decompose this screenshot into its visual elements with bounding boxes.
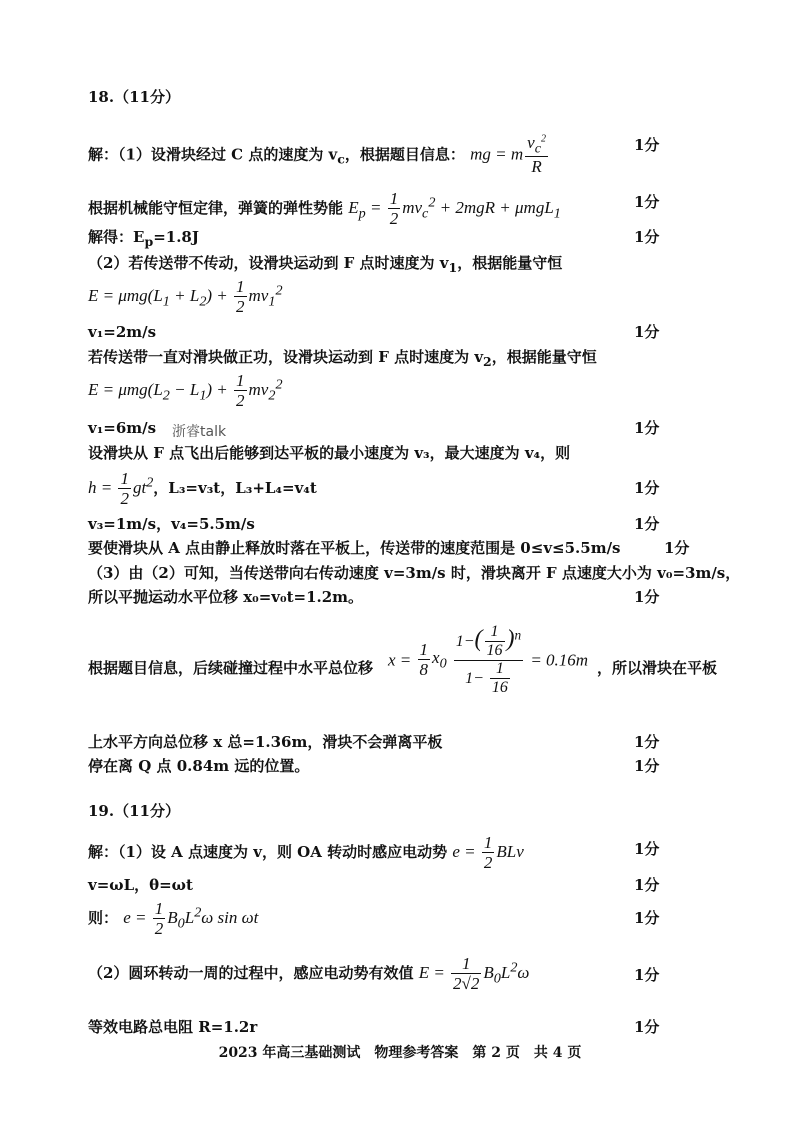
score-15: 1分 [634, 966, 660, 984]
score-8: 1分 [664, 539, 690, 557]
score-16: 1分 [634, 1018, 660, 1036]
score-5: 1分 [634, 419, 660, 437]
q18-line-9: v₁=6m/s [88, 419, 157, 437]
page-footer: 2023 年高三基础测试 物理参考答案 第 2 页 共 4 页 [218, 1045, 582, 1061]
q18-line-11: h = $\frac{1}{2}$ $gt^2$，L₃=v₃t，L₃+L₄=v₄t [88, 469, 317, 508]
q19-line-5: 等效电路总电阻 R=1.2r [88, 1018, 258, 1036]
q19-line-1: 解：（1）设 A 点速度为 v，则 OA 转动时感应电动势 e = $\frac{1}{2}$ BLv [88, 833, 524, 872]
q18-line-10: 设滑块从 F 点飞出后能够到达平板的最小速度为 v₃，最大速度为 v₄，则 [88, 444, 571, 462]
q19-line-3: 则： e = $\frac{1}{2}$ $B_0L^2\omega$ sin ωt [88, 899, 259, 938]
q19-line-4: （2）圆环转动一周的过程中，感应电动势有效值 E = $\frac{1}{2√2}$ $B_0L^2\omega$ [88, 954, 530, 993]
q18-line-14: （3）由（2）可知，当传送带向右传动速度 v=3m/s 时，滑块离开 F 点速度大小为 v₀=3m/s， [88, 564, 741, 582]
score-10: 1分 [634, 733, 660, 751]
score-13: 1分 [634, 876, 660, 894]
score-11: 1分 [634, 757, 660, 775]
q18-line-7: 若传送带一直对滑块做正功，设滑块运动到 F 点时速度为 $v_2$，根据能量守恒 [88, 348, 597, 369]
score-1: 1分 [634, 136, 660, 154]
q18-line-16-tail: ，所以滑块在平板 [597, 659, 718, 677]
q18-line-17: 上水平方向总位移 x 总=1.36m，滑块不会弹离平板 [88, 733, 443, 751]
q18-line-4: （2）若传送带不传动，设滑块运动到 F 点时速度为 $v_1$，根据能量守恒 [88, 254, 563, 275]
q18-line-2: 根据机械能守恒定律，弹簧的弹性势能 $E_p$ = $\frac{1}{2}$ $mv_c^2 + 2mgR + \mu mgL_1$ [88, 189, 561, 228]
q18-line-3: 解得：$E_p=1.8J$ [88, 228, 199, 249]
q18-line-16: 根据题目信息，后续碰撞过程中水平总位移 [88, 659, 374, 677]
score-6: 1分 [634, 479, 660, 497]
score-2: 1分 [634, 193, 660, 211]
q18-line-13: 要使滑块从 A 点由静止释放时落在平板上，传送带的速度范围是 0≤v≤5.5m/s [88, 539, 621, 557]
score-12: 1分 [634, 840, 660, 858]
q18-heading: 18.（11分） [88, 88, 180, 106]
q18-line-15: 所以平抛运动水平位移 x₀=v₀t=1.2m。 [88, 588, 364, 606]
score-3: 1分 [634, 228, 660, 246]
score-4: 1分 [634, 323, 660, 341]
watermark: 浙睿talk [172, 424, 227, 440]
q18-sum-formula: x = $\frac{1}{8}$ $x_0$ 1−( $\frac{1}{16}$ )$^n$ 1− $\frac{1}{16}$ = 0.16m [388, 623, 589, 696]
q18-eq-energy-1: $E = \mu mg(L_1 + L_2)$ + $\frac{1}{2}$ $mv_1^2$ [88, 277, 283, 316]
q18-line-18: 停在离 Q 点 0.84m 远的位置。 [88, 757, 310, 775]
q18-line-1: 解：（1）设滑块经过 C 点的速度为 $v_c$，根据题目信息： mg = m $\frac{v_c^2}{R}$ [88, 133, 547, 177]
q19-line-2: v=ωL，θ=ωt [88, 876, 193, 894]
score-14: 1分 [634, 909, 660, 927]
q18-line-12: v₃=1m/s，v₄=5.5m/s [88, 515, 255, 533]
score-7: 1分 [634, 515, 660, 533]
q19-heading: 19.（11分） [88, 802, 180, 820]
score-9: 1分 [634, 588, 660, 606]
q18-line-6: v₁=2m/s [88, 323, 157, 341]
q18-eq-energy-2: $E = \mu mg(L_2 - L_1)$ + $\frac{1}{2}$ $mv_2^2$ [88, 371, 283, 410]
